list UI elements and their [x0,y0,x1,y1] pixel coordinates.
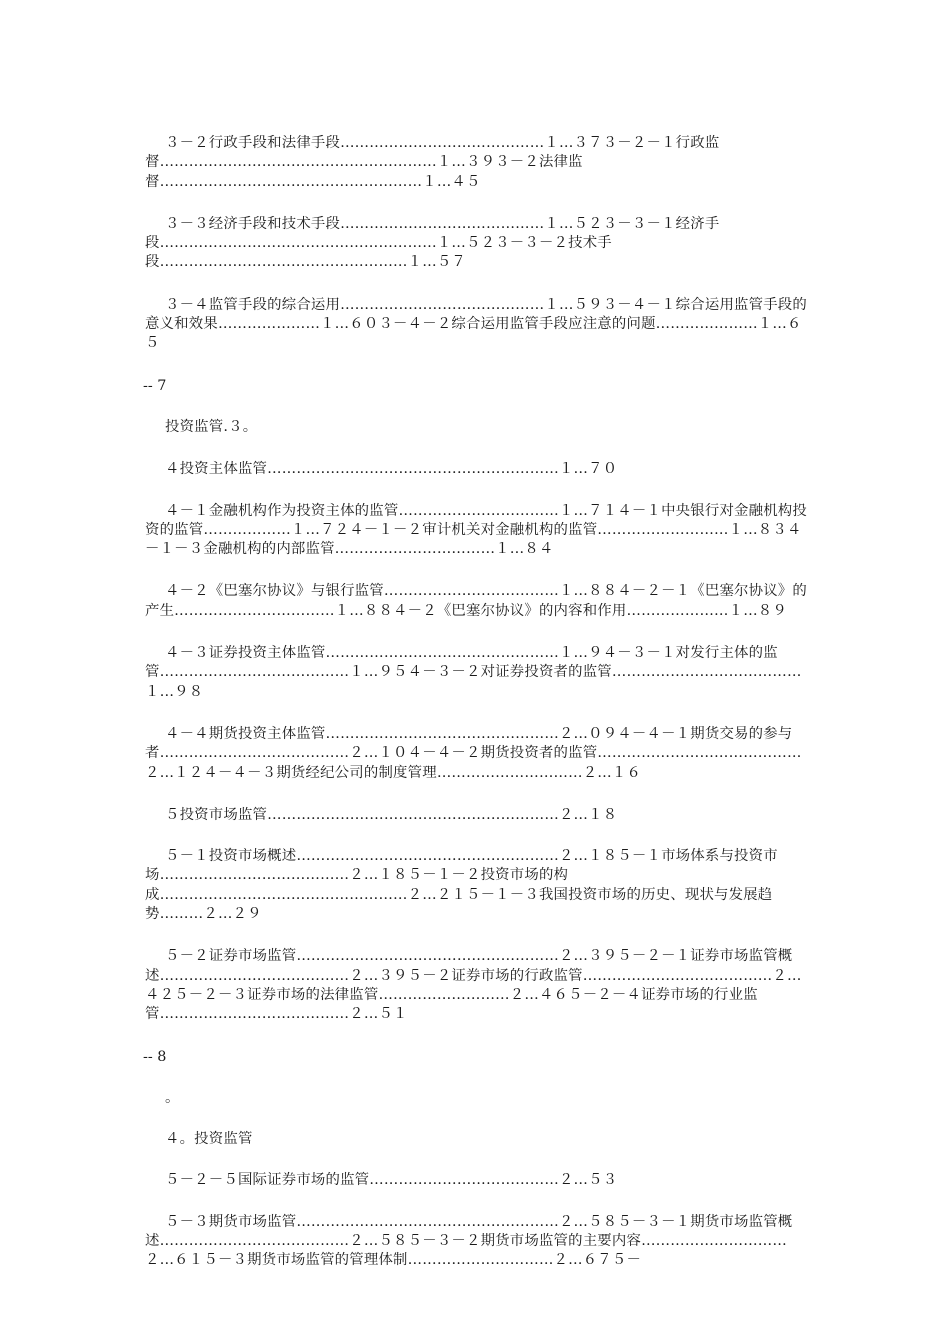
toc-entry-4-1: ４－１金融机构作为投资主体的监管……………………………１…７１４－１中央银行对金融机构投资的监管………………１…７２４－１－２审计机关对金融机构的监管………………………１…８３４－１－３金融机构的内部监管……………………………１…８４ [145,502,807,558]
toc-entry-5-2-5: ５－２－５国际证券市场的监管…………………………………２…５３ [165,1172,618,1189]
toc-entry-4-4: ４－４期货投资主体监管…………………………………………２…０９４－４－１期货交易的参与者…………………………………２…１０４－４－２期货投资者的监管……………………………………２…１２４－４－３期货经纪公司的制度管理…………………………２…１６ [145,725,802,781]
running-header: ４。投资监管 [165,1131,253,1148]
page-separator: -- 7 [143,377,167,394]
toc-entry-3-3: ３－３经济手段和技术手段……………………………………１…５２３－３－１经济手段…………………………………………………１…５２３－３－２技术手段……………………………………………１…５７ [145,215,720,271]
running-header: 投资监管.３。 [165,418,258,435]
toc-chapter-4: ４投资主体监管……………………………………………………１…７０ [165,461,618,478]
toc-entry-5-1: ５－１投资市场概述………………………………………………２…１８５－１市场体系与投资市场…………………………………２…１８５－１－２投资市场的构成……………………………………………２…２１５－１－３我国投资市场的历史、现状与发展趋势………２…２９ [145,848,778,923]
toc-entry-3-4: ３－４监管手段的综合运用……………………………………１…５９３－４－１综合运用监管手段的意义和效果…………………１…６０３－４－２综合运用监管手段应注意的问题…………………１…６５ [145,296,807,352]
toc-entry-4-2: ４－２《巴塞尔协议》与银行监管………………………………１…８８４－２－１《巴塞尔协议》的产生……………………………１…８８４－２《巴塞尔协议》的内容和作用…………………１…８９ [145,583,807,619]
toc-entry-5-2: ５－２证券市场监管………………………………………………２…３９５－２－１证券市场监管概述…………………………………２…３９５－２证券市场的行政监管…………………………………２…４２５－２－３证券市场的法律监管………………………２…４６５－２－４证券市场的行业监管…………………………………２…５１ [145,948,802,1023]
toc-entry-3-2: ３－２行政手段和法律手段……………………………………１…３７３－２－１行政监督…………………………………………………１…３９３－２法律监督………………………………………………１…４５ [145,135,720,190]
document-page [145,134,810,1294]
toc-chapter-5: ５投资市场监管……………………………………………………２…１８ [165,806,618,823]
page-separator: -- 8 [143,1048,167,1065]
running-mark: 。 [165,1089,180,1106]
toc-entry-4-3: ４－３证券投资主体监管…………………………………………１…９４－３－１对发行主体的监管…………………………………１…９５４－３－２对证券投资者的监管…………………………………１…９８ [145,645,802,700]
toc-entry-5-3: ５－３期货市场监管………………………………………………２…５８５－３－１期货市场监管概述…………………………………２…５８５－３－２期货市场监管的主要内容…………………………２…６１５－３期货市场监管的管理体制…………………………２…６７５－ [145,1213,793,1269]
